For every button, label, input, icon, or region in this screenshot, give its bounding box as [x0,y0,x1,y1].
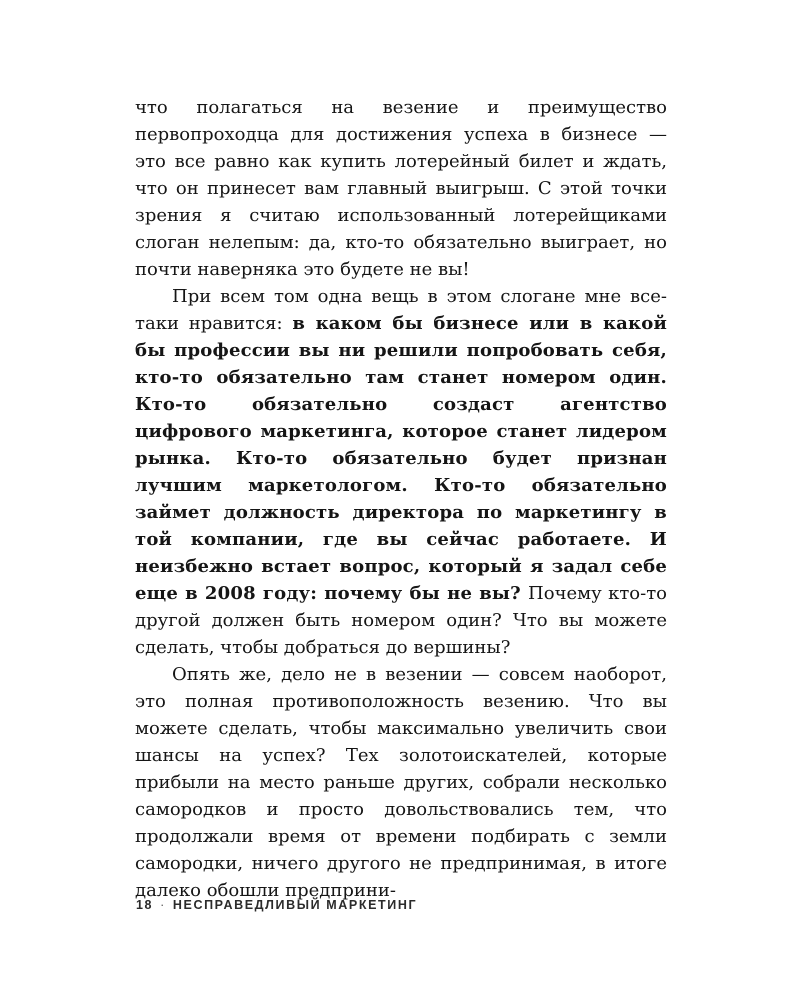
footer-separator-icon: · [160,898,166,912]
paragraph [135,94,667,283]
text-run: Почему кто-то другой должен быть номером один? Что вы можете сделать, чтобы добраться до вершины? [135,583,667,658]
text-run: что полагаться на везение и преимущество первопроходца для достижения успеха в бизнесе — это все равно как купить лотерейный билет и ждать, что он принесет вам главный выигрыш. С этой точки зрения я считаю использованный лотерейщиками слоган нелепым: да, кто-то обязательно выиграет, но почти наверняка это будете не вы! [135,97,667,280]
body-text [135,94,667,904]
running-title: НЕСПРАВЕДЛИВЫЙ МАРКЕТИНГ [172,898,418,912]
page-footer [136,898,417,912]
paragraph [135,283,667,661]
page-number: 18 [136,898,154,912]
bold-text-run: в каком бы бизнесе или в какой бы профессии вы ни решили попробовать себя, кто-то обязательно там станет номером один. Кто-то обязательно создаст агентство цифрового маркетинга, которое станет лидером рынка. Кто-то обязательно будет признан лучшим маркетологом. Кто-то обязательно займет должность директора по маркетингу в той компании, где вы сейчас работаете. И неизбежно встает вопрос, который я задал себе еще в 2008 году: почему бы не вы? [135,313,667,604]
text-run: Опять же, дело не в везении — совсем наоборот, это полная противоположность везению. Что вы можете сделать, чтобы максимально увеличить свои шансы на успех? Тех золотоискателей, которые прибыли на место раньше других, собрали несколько самородков и просто довольствовались тем, что продолжали время от времени подбирать с земли самородки, ничего другого не предпринимая, в итоге далеко обошли предприни- [135,664,667,901]
text-run: При всем том одна вещь в этом слогане мне все-таки нравится: [135,286,667,334]
paragraph [135,661,667,904]
